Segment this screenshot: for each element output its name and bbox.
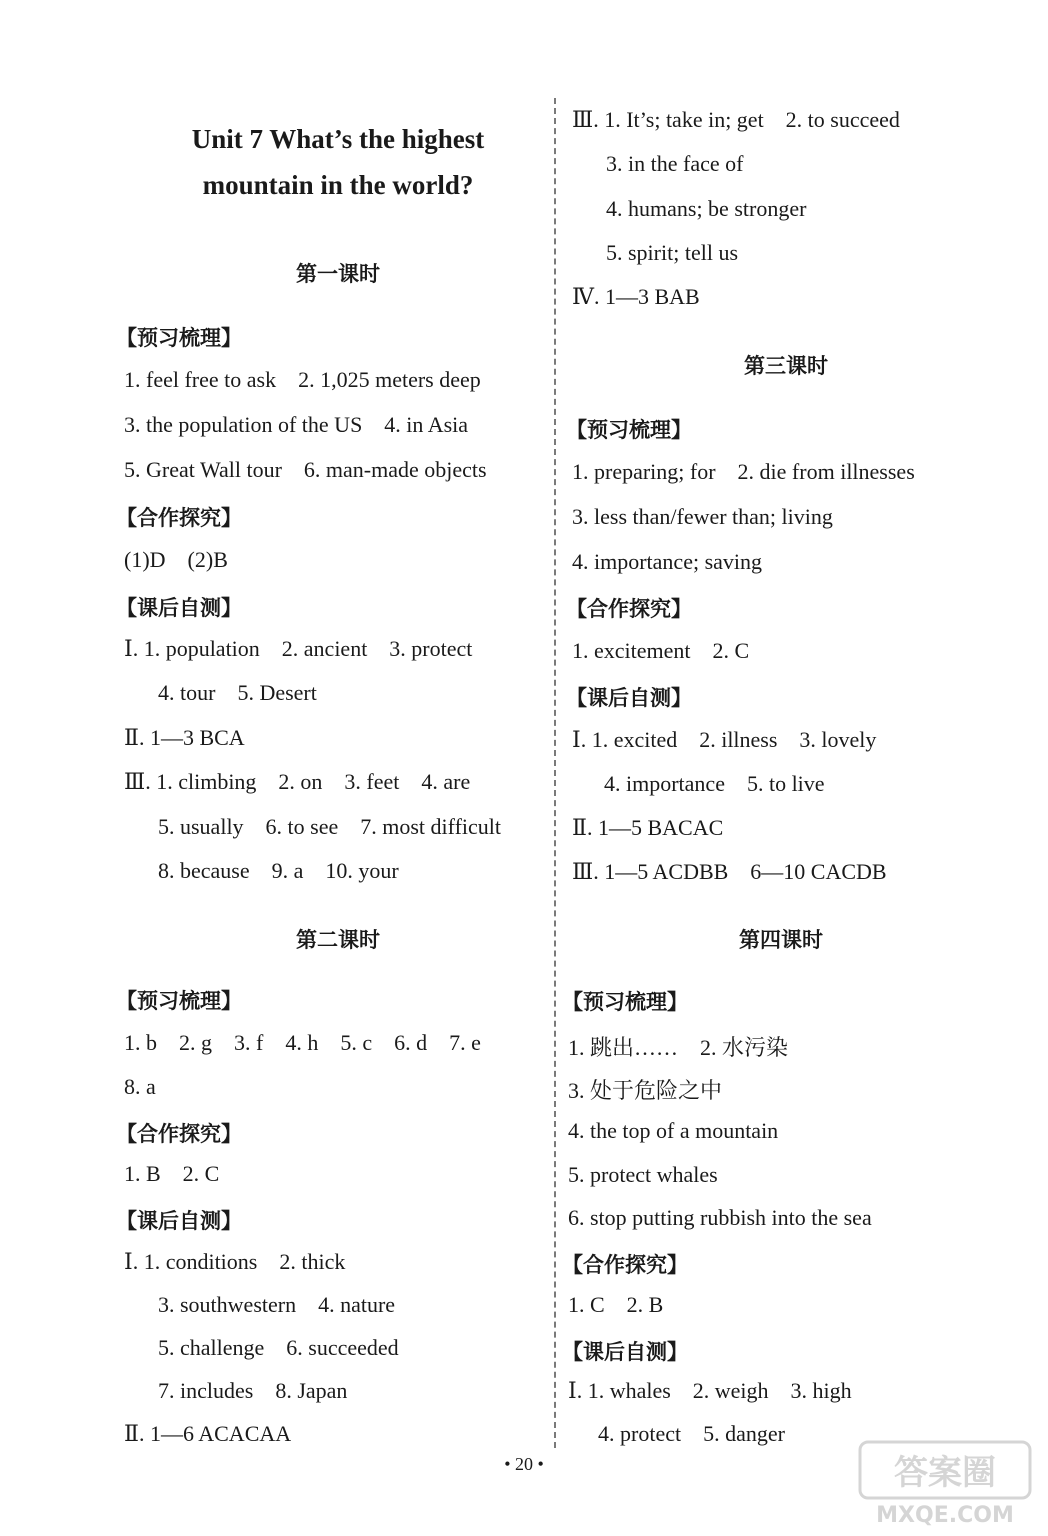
- unit-title-line2: mountain in the world?: [202, 170, 474, 200]
- section-cooperation: 【合作探究】: [116, 506, 242, 530]
- answer-line: 5. usually 6. to see 7. most difficult: [158, 814, 502, 839]
- answer-line: Ⅲ. 1—5 ACDBB 6—10 CACDB: [572, 859, 887, 884]
- svg-text:答案圈: 答案圈: [894, 1453, 996, 1493]
- section-cooperation: 【合作探究】: [566, 597, 692, 621]
- answer-line: Ⅱ. 1—3 BCA: [124, 725, 245, 750]
- answer-line: 8. because 9. a 10. your: [158, 858, 399, 883]
- answer-line: 1. feel free to ask 2. 1,025 meters deep: [124, 367, 481, 392]
- answer-line: 1. B 2. C: [124, 1161, 220, 1186]
- section-self-test: 【课后自测】: [566, 686, 692, 710]
- answer-line: 4. protect 5. danger: [598, 1421, 785, 1446]
- answer-line: 4. tour 5. Desert: [158, 680, 317, 705]
- answer-line: Ⅰ. 1. excited 2. illness 3. lovely: [572, 727, 877, 752]
- answer-line: 3. southwestern 4. nature: [158, 1292, 396, 1317]
- answer-line: 3. 处于危险之中: [568, 1078, 723, 1103]
- answer-line: Ⅰ. 1. population 2. ancient 3. protect: [124, 636, 473, 661]
- lesson-4-heading: 第四课时: [739, 928, 823, 952]
- answer-line: 6. stop putting rubbish into the sea: [568, 1205, 872, 1230]
- answer-line: Ⅲ. 1. It’s; take in; get 2. to succeed: [572, 107, 900, 132]
- answer-line: 3. in the face of: [606, 151, 744, 176]
- section-preview: 【预习梳理】: [116, 989, 242, 1013]
- answer-line: 4. importance; saving: [572, 549, 763, 574]
- answer-line: (1)D (2)B: [124, 547, 228, 572]
- answer-line: 5. spirit; tell us: [606, 240, 738, 265]
- answer-line: 5. protect whales: [568, 1162, 718, 1187]
- answer-line: Ⅰ. 1. conditions 2. thick: [124, 1249, 346, 1274]
- column-divider: [554, 98, 556, 1448]
- answer-line: 3. the population of the US 4. in Asia: [124, 412, 469, 437]
- watermark-logo: [856, 1438, 1034, 1530]
- page-number: • 20 •: [504, 1454, 544, 1474]
- answer-line: 5. Great Wall tour 6. man-made objects: [124, 457, 487, 482]
- answer-line: Ⅱ. 1—5 BACAC: [572, 815, 724, 840]
- answer-line: 3. less than/fewer than; living: [572, 504, 833, 529]
- answer-line: 4. the top of a mountain: [568, 1118, 779, 1143]
- answer-line: 1. preparing; for 2. die from illnesses: [572, 459, 915, 484]
- answer-line: 8. a: [124, 1074, 156, 1099]
- answer-line: Ⅱ. 1—6 ACACAA: [124, 1421, 292, 1446]
- section-preview: 【预习梳理】: [562, 990, 688, 1014]
- lesson-2-heading: 第二课时: [296, 928, 380, 952]
- section-cooperation: 【合作探究】: [116, 1122, 242, 1146]
- lesson-3-heading: 第三课时: [744, 354, 828, 378]
- answer-line: 4. importance 5. to live: [604, 771, 825, 796]
- section-preview: 【预习梳理】: [116, 326, 242, 350]
- answer-line: 4. humans; be stronger: [606, 196, 807, 221]
- section-cooperation: 【合作探究】: [562, 1253, 688, 1277]
- answer-line: 7. includes 8. Japan: [158, 1378, 348, 1403]
- answer-line: 1. b 2. g 3. f 4. h 5. c 6. d 7. e: [124, 1030, 481, 1055]
- section-self-test: 【课后自测】: [116, 1209, 242, 1233]
- svg-text:MXQE.COM: MXQE.COM: [876, 1503, 1014, 1528]
- answer-line: Ⅰ. 1. whales 2. weigh 3. high: [568, 1378, 852, 1403]
- answer-line: 1. excitement 2. C: [572, 638, 750, 663]
- answer-line: Ⅲ. 1. climbing 2. on 3. feet 4. are: [124, 769, 471, 794]
- lesson-1-heading: 第一课时: [296, 262, 380, 286]
- answer-line: 1. 跳出…… 2. 水污染: [568, 1035, 789, 1060]
- section-self-test: 【课后自测】: [562, 1340, 688, 1364]
- unit-title-line1: Unit 7 What’s the highest: [191, 124, 485, 154]
- section-preview: 【预习梳理】: [566, 418, 692, 442]
- section-self-test: 【课后自测】: [116, 596, 242, 620]
- answer-line: 5. challenge 6. succeeded: [158, 1335, 399, 1360]
- answer-line: Ⅳ. 1—3 BAB: [572, 284, 700, 309]
- answer-line: 1. C 2. B: [568, 1292, 664, 1317]
